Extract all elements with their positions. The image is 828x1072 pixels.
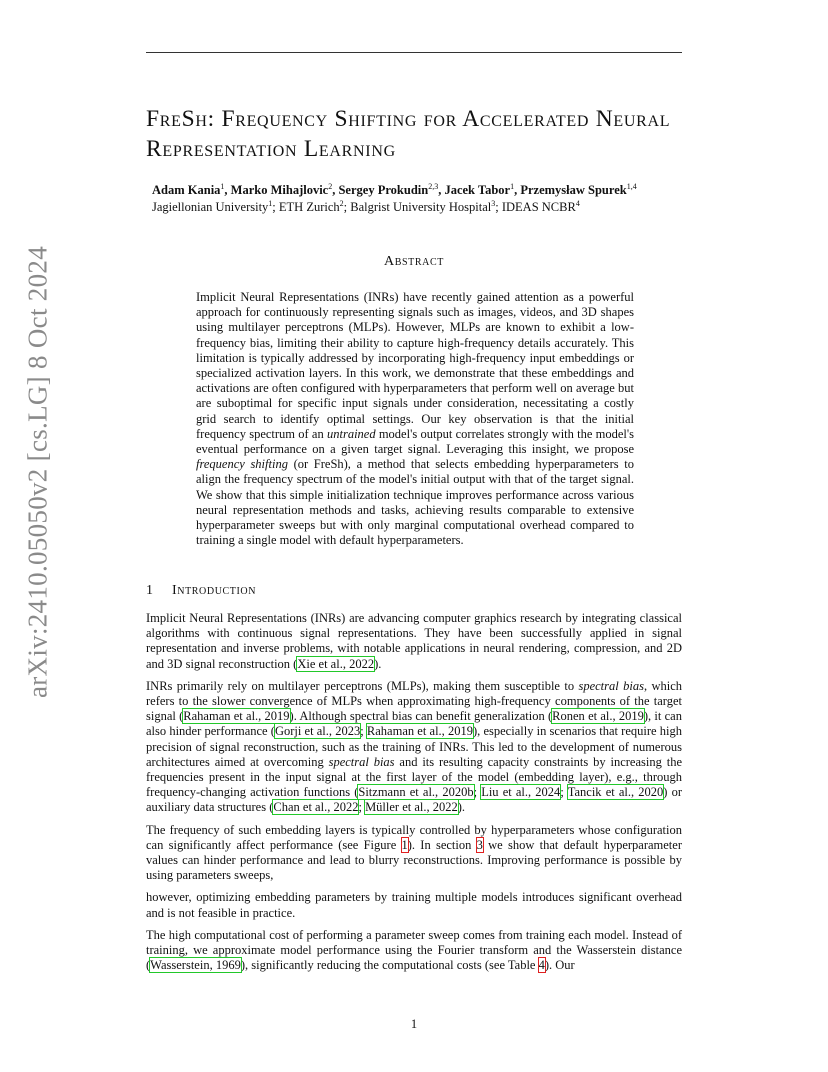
text-segment: ).: [374, 656, 382, 671]
paragraph: [146, 928, 682, 974]
affiliation: Jagiellonian University: [152, 200, 269, 214]
text-segment: ;: [560, 785, 568, 800]
section-heading: [146, 583, 256, 599]
author-affil-mark: 1: [510, 181, 515, 191]
citation-link[interactable]: Rahaman et al., 2019: [183, 709, 290, 724]
author-name: Sergey Prokudin: [338, 183, 429, 197]
citation-link[interactable]: Chan et al., 2022: [273, 800, 359, 815]
text-segment: ). In section: [407, 837, 477, 852]
abstract-segment: model's output correlates strongly with the model's eventual performance on a given target signal. Leveraging this insight, we propose: [196, 426, 635, 457]
text-segment: however, optimizing embedding parameters by training multiple models introduces significant overhead and is not feasible in practice.: [146, 890, 682, 920]
citation-link[interactable]: Liu et al., 2024: [481, 785, 561, 800]
text-segment: INRs primarily rely on multilayer perceptrons (MLPs), making them susceptible to: [146, 678, 579, 693]
author-affil-mark: 2: [328, 181, 333, 191]
affiliation: IDEAS NCBR: [501, 200, 576, 214]
abstract-heading: Abstract: [384, 254, 444, 269]
citation-link[interactable]: Gorji et al., 2023: [274, 724, 361, 739]
affiliation-mark: 3: [491, 198, 496, 208]
text-emphasis: spectral bias: [328, 754, 395, 769]
text-segment: ), significantly reducing the computational costs (see Table: [240, 958, 539, 973]
author-name: Przemysław Spurek: [520, 183, 627, 197]
abstract-emphasis: untrained: [326, 426, 376, 441]
header-rule: [146, 52, 682, 53]
text-segment: ;: [360, 724, 367, 739]
citation-link[interactable]: Tancik et al., 2020: [567, 785, 664, 800]
page-number: 1: [410, 1017, 418, 1031]
arxiv-identifier[interactable]: arXiv:2410.05050v2 [cs.LG] 8 Oct 2024: [22, 245, 53, 699]
citation-link[interactable]: Sitzmann et al., 2020b: [358, 785, 474, 800]
text-segment: ), it can also hinder performance (: [146, 709, 682, 739]
abstract-text: [196, 290, 634, 548]
text-segment: ), especially in scenarios that require high precision of signal reconstruction, such as the training of INRs. This led to the development of numerous architectures aimed at overcoming: [146, 724, 682, 769]
text-segment: ;: [358, 800, 366, 815]
figure-ref-link[interactable]: 1: [401, 837, 408, 852]
author-affil-mark: 1: [220, 181, 225, 191]
paragraph: [146, 679, 682, 816]
citation-link[interactable]: Wasserstein, 1969: [150, 958, 241, 973]
affiliation-mark: 1: [268, 198, 273, 208]
author-list: Adam Kania$^1$, Marko Mihajlovic$^2$, Sergey Prokudin$^{2,3}$, Jacek Tabor$^1$, Przemysław Spurek$^{1,4}$: [152, 181, 637, 197]
abstract-emphasis: frequency shifting: [196, 457, 288, 472]
paragraph: [146, 611, 682, 672]
text-segment: we show that default hyperparameter values can hinder performance and lead to blurry reconstructions. Improving performance is possible by using parameters sweeps,: [146, 837, 682, 883]
intro-body: [146, 611, 682, 980]
table-ref-link[interactable]: 4: [538, 958, 545, 973]
affiliation-mark: 4: [575, 198, 580, 208]
citation-link[interactable]: Rahaman et al., 2019: [366, 724, 473, 739]
section-title: Introduction: [172, 583, 257, 598]
affiliation-list: Jagiellonian University$^1$; ETH Zurich$^2$; Balgrist University Hospital$^3$; IDEAS NCBR$^4$: [152, 198, 580, 214]
text-segment: ;: [473, 785, 482, 800]
paper-title: FreSh: Frequency Shifting for Accelerated Neural Representation Learning: [146, 106, 671, 162]
abstract-segment: (or FreSh), a method that selects embedding hyperparameters to align the frequency spectrum of the model's initial output with that of the target signal. We show that this simple initialization technique improves performance across various neural representation methods and tasks, achieving results comparable to extensive hyperparameter sweeps but with only marginal computational overhead compared to training a single model with default hyperparameters.: [196, 457, 634, 548]
affiliation-mark: 2: [339, 198, 344, 208]
author-affil-mark: 2,3: [428, 181, 439, 191]
text-segment: Implicit Neural Representations (INRs) are advancing computer graphics research by integrating classical algorithms with continuous signal representations. They have been successfully applied in signal representation and inverse problems, with notable applications in neural rendering, compression, and 2D and 3D signal reconstruction (: [146, 611, 682, 671]
affiliation: Balgrist University Hospital: [350, 200, 492, 214]
section-ref-link[interactable]: 3: [476, 837, 483, 852]
author-name: Jacek Tabor: [444, 183, 511, 197]
citation-link[interactable]: Müller et al., 2022: [365, 800, 458, 815]
text-segment: ) or auxiliary data structures (: [146, 785, 683, 815]
text-segment: The high computational cost of performing a parameter sweep comes from training each model. Instead of training, we approximate model performance using the Fourier transform and the Wasserstein distance (: [146, 927, 682, 973]
paragraph: [146, 823, 682, 884]
abstract-segment: Implicit Neural Representations (INRs) have recently gained attention as a powerful approach for continuously representing signals such as images, videos, and 3D shapes using multilayer perceptrons (MLPs). However, MLPs are known to exhibit a low-frequency bias, limiting their ability to capture high-frequency details accurately. This limitation is typically addressed by incorporating high-frequency input embeddings or specialized activation layers. In this work, we demonstrate that these embeddings and activations are often configured with hyperparameters that perform well on average but are suboptimal for specific input signals under consideration, necessitating a costly grid search to identify optimal settings. Our key observation is that the initial frequency spectrum of an: [196, 290, 634, 441]
text-segment: The frequency of such embedding layers is typically controlled by hyperparameters whose configuration can significantly affect performance (see Figure: [146, 822, 682, 852]
citation-link[interactable]: Ronen et al., 2019: [552, 709, 644, 724]
citation-link[interactable]: Xie et al., 2022: [297, 656, 375, 671]
author-name: Marko Mihajlovic: [230, 183, 329, 197]
text-segment: ). Although spectral bias can benefit generalization (: [289, 709, 553, 724]
text-segment: , which refers to the slower convergence of MLPs when approximating high-frequency components of the target signal (: [146, 678, 683, 724]
paragraph: [146, 890, 682, 920]
affiliation: ETH Zurich: [278, 200, 340, 214]
text-segment: ). Our: [544, 958, 575, 973]
author-name: Adam Kania: [152, 183, 221, 197]
text-emphasis: spectral bias: [578, 678, 644, 693]
text-segment: and its resulting capacity constraints by increasing the frequencies present in the input signal at the first layer of the model (embedding layer), e.g., through frequency-changing activation functions (: [146, 754, 683, 800]
author-affil-mark: 1,4: [626, 181, 637, 191]
text-segment: ).: [457, 800, 466, 815]
section-number: 1: [146, 583, 154, 598]
